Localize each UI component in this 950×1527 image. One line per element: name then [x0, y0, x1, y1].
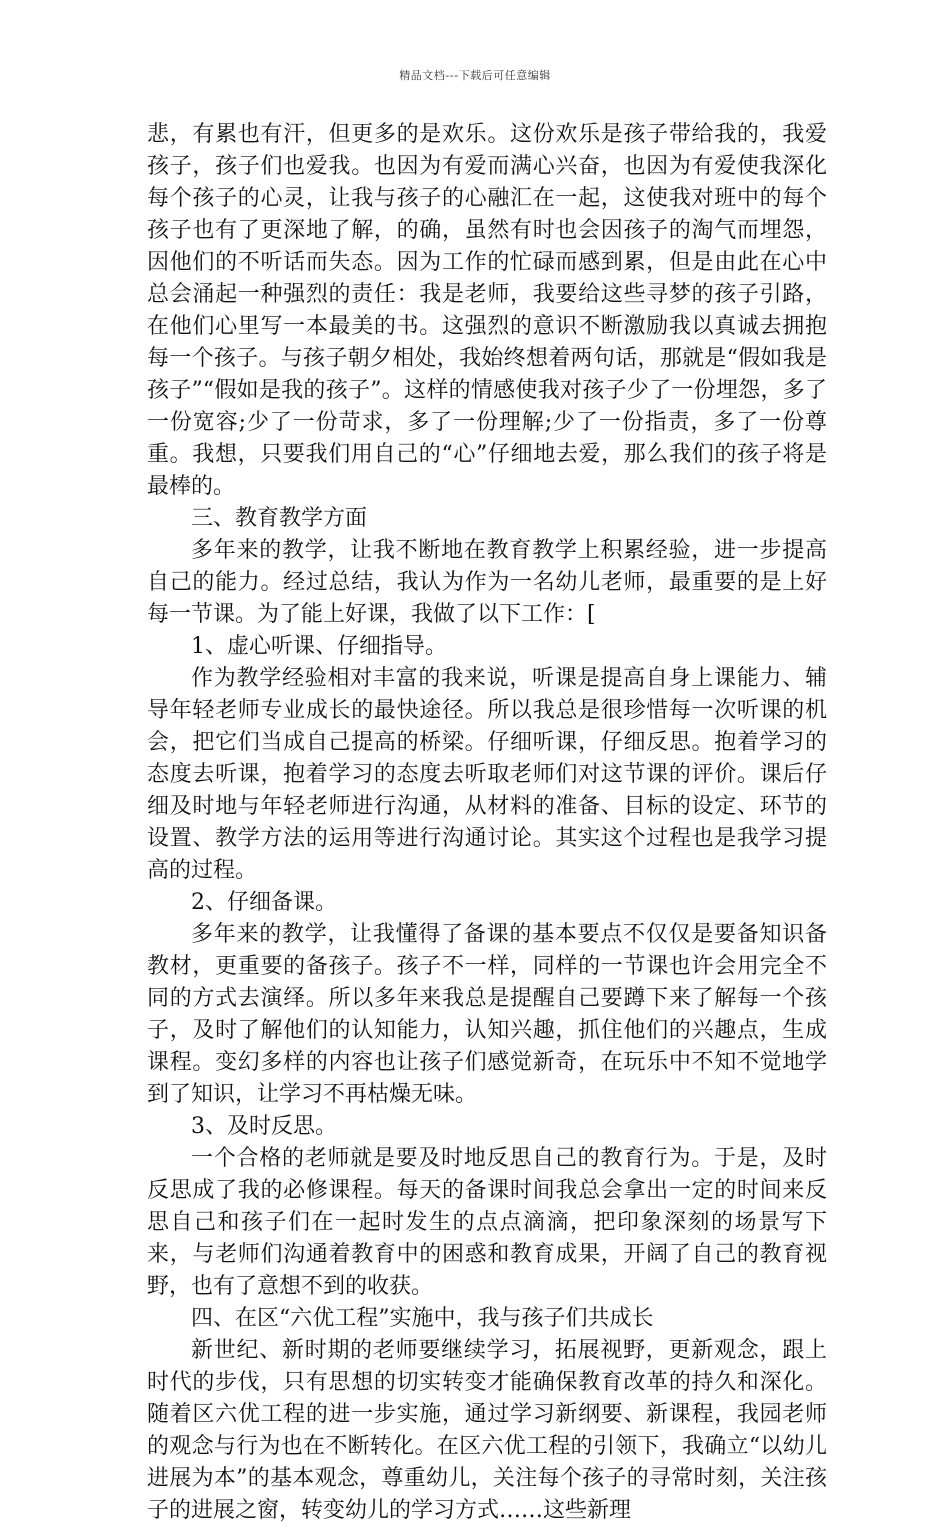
section-heading-3: 三、教育教学方面: [191, 506, 368, 531]
document-body: [147, 119, 827, 1527]
subheading-2: 2、仔细备课。: [191, 890, 337, 915]
paragraph-continuation: 悲，有累也有汗，但更多的是欢乐。这份欢乐是孩子带给我的，我爱孩子，孩子们也爱我。也因为有爱而满心兴奋，也因为有爱使我深化每个孩子的心灵，让我与孩子的心融汇在一起，这使我对班中的每个孩子也有了更深地了解，的确，虽然有时也会因孩子的淘气而埋怨，因他们的不听话而失态。因为工作的忙碌而感到累，但是由此在心中总会涌起一种强烈的责任：我是老师，我要给这些寻梦的孩子引路，在他们心里写一本最美的书。这强烈的意识不断激励我以真诚去拥抱每一个孩子。与孩子朝夕相处，我始终想着两句话，那就是“假如我是孩子”“假如是我的孩子”。这样的情感使我对孩子少了一份埋怨，多了一份宽容;少了一份苛求，多了一份理解;少了一份指责，多了一份尊重。我想，只要我们用自己的“心”仔细地去爱，那么我们的孩子将是最棒的。: [147, 122, 827, 499]
paragraph: 一个合格的老师就是要及时地反思自己的教育行为。于是，及时反思成了我的必修课程。每天的备课时间我总会拿出一定的时间来反思自己和孩子们在一起时发生的点点滴滴，把印象深刻的场景写下来，与老师们沟通着教育中的困惑和教育成果，开阔了自己的教育视野，也有了意想不到的收获。: [147, 1146, 827, 1299]
section-heading-4: 四、在区“六优工程”实施中，我与孩子们共成长: [191, 1306, 654, 1331]
paragraph: 作为教学经验相对丰富的我来说，听课是提高自身上课能力、辅导年轻老师专业成长的最快途径。所以我总是很珍惜每一次听课的机会，把它们当成自己提高的桥梁。仔细听课，仔细反思。抱着学习的态度去听课，抱着学习的态度去听取老师们对这节课的评价。课后仔细及时地与年轻老师进行沟通，从材料的准备、目标的设定、环节的设置、教学方法的运用等进行沟通讨论。其实这个过程也是我学习提高的过程。: [147, 666, 827, 883]
subheading-1: 1、虚心听课、仔细指导。: [191, 634, 447, 659]
paragraph: 多年来的教学，让我不断地在教育教学上积累经验，进一步提高自己的能力。经过总结，我认为作为一名幼儿老师，最重要的是上好每一节课。为了能上好课，我做了以下工作：[: [147, 538, 827, 627]
subheading-3: 3、及时反思。: [191, 1114, 337, 1139]
paragraph: 新世纪、新时期的老师要继续学习，拓展视野，更新观念，跟上时代的步伐，只有思想的切实转变才能确保教育改革的持久和深化。随着区六优工程的进一步实施，通过学习新纲要、新课程，我园老师的观念与行为也在不断转化。在区六优工程的引领下，我确立“以幼儿进展为本”的基本观念，尊重幼儿，关注每个孩子的寻常时刻，关注孩子的进展之窗，转变幼儿的学习方式……这些新理: [147, 1338, 827, 1523]
paragraph: 多年来的教学，让我懂得了备课的基本要点不仅仅是要备知识备教材，更重要的备孩子。孩子不一样，同样的一节课也许会用完全不同的方式去演绎。所以多年来我总是提醒自己要蹲下来了解每一个孩子，及时了解他们的认知能力，认知兴趣，抓住他们的兴趣点，生成课程。变幻多样的内容也让孩子们感觉新奇，在玩乐中不知不觉地学到了知识，让学习不再枯燥无味。: [147, 922, 827, 1107]
page-header: 精品文档---下载后可任意编辑: [399, 69, 551, 82]
